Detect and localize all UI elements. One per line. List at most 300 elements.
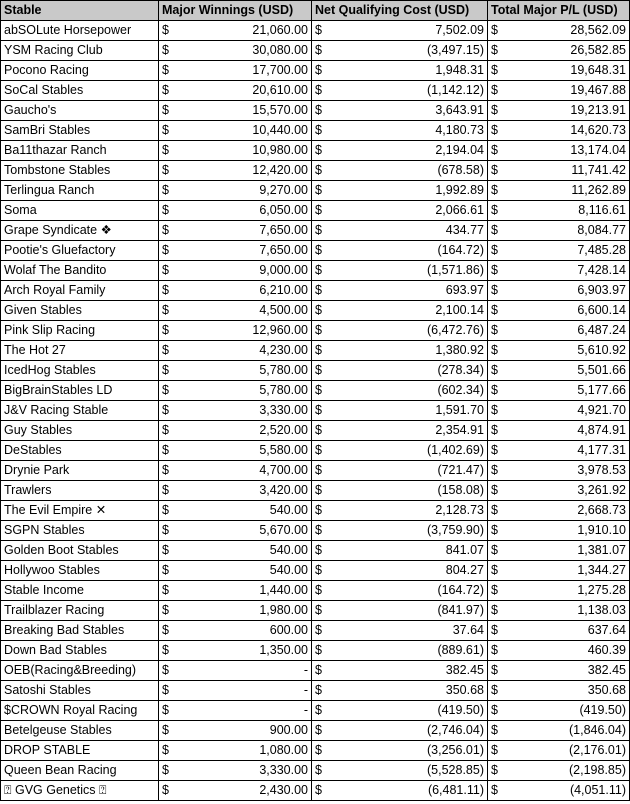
pl-cell[interactable] — [488, 261, 630, 281]
winnings-cell[interactable] — [159, 141, 312, 161]
winnings-amount: 3,420.00 — [259, 483, 308, 497]
winnings-cell[interactable] — [159, 301, 312, 321]
header-cost[interactable]: Net Qualifying Cost (USD) — [312, 1, 488, 21]
pl-cell[interactable] — [488, 441, 630, 461]
pl-cell[interactable] — [488, 41, 630, 61]
winnings-cell[interactable] — [159, 121, 312, 141]
winnings-cell[interactable] — [159, 741, 312, 761]
stable-name-cell[interactable]: Betelgeuse Stables — [1, 721, 159, 741]
winnings-value — [162, 41, 308, 60]
cost-amount: (3,759.90) — [427, 523, 484, 537]
cost-cell[interactable] — [312, 501, 488, 521]
currency-symbol: $ — [491, 63, 498, 77]
pl-cell[interactable] — [488, 581, 630, 601]
cost-cell[interactable] — [312, 161, 488, 181]
cost-amount: (158.08) — [437, 483, 484, 497]
cost-value — [315, 121, 484, 140]
pl-amount: 6,903.97 — [577, 283, 626, 297]
winnings-cell[interactable] — [159, 181, 312, 201]
pl-cell[interactable] — [488, 61, 630, 81]
stable-name-cell[interactable]: Queen Bean Racing — [1, 761, 159, 781]
pl-cell[interactable] — [488, 421, 630, 441]
currency-symbol: $ — [491, 703, 498, 717]
table-body — [1, 21, 630, 801]
pl-value — [491, 401, 626, 420]
stable-name-cell[interactable]: ⍰ GVG Genetics ⍰ — [1, 781, 159, 801]
winnings-value — [162, 481, 308, 500]
stable-name-cell[interactable]: Wolaf The Bandito — [1, 261, 159, 281]
winnings-value — [162, 341, 308, 360]
pl-cell[interactable] — [488, 81, 630, 101]
stable-name-cell[interactable]: DROP STABLE — [1, 741, 159, 761]
table-row — [1, 561, 630, 581]
currency-symbol: $ — [491, 203, 498, 217]
winnings-cell[interactable] — [159, 101, 312, 121]
currency-symbol: $ — [491, 143, 498, 157]
pl-cell[interactable] — [488, 781, 630, 801]
currency-symbol: $ — [491, 23, 498, 37]
cost-amount: (5,528.85) — [427, 763, 484, 777]
cost-cell[interactable] — [312, 221, 488, 241]
pl-cell[interactable] — [488, 741, 630, 761]
pl-cell[interactable] — [488, 281, 630, 301]
cost-amount: 3,643.91 — [435, 103, 484, 117]
winnings-cell[interactable] — [159, 701, 312, 721]
table-row — [1, 281, 630, 301]
currency-symbol: $ — [315, 523, 322, 537]
currency-symbol: $ — [315, 763, 322, 777]
pl-cell[interactable] — [488, 681, 630, 701]
pl-cell[interactable] — [488, 501, 630, 521]
cost-cell[interactable] — [312, 541, 488, 561]
winnings-cell[interactable] — [159, 721, 312, 741]
stable-name-cell[interactable]: Trailblazer Racing — [1, 601, 159, 621]
cost-value — [315, 421, 484, 440]
table-row — [1, 141, 630, 161]
currency-symbol: $ — [491, 43, 498, 57]
winnings-cell[interactable] — [159, 261, 312, 281]
stable-name-cell[interactable]: Pocono Racing — [1, 61, 159, 81]
stable-name-cell[interactable]: Soma — [1, 201, 159, 221]
pl-cell[interactable] — [488, 121, 630, 141]
pl-cell[interactable] — [488, 401, 630, 421]
cost-amount: (1,142.12) — [427, 83, 484, 97]
stable-name-cell[interactable]: Hollywoo Stables — [1, 561, 159, 581]
stable-name-cell[interactable]: Drynie Park — [1, 461, 159, 481]
stable-name-cell[interactable]: OEB(Racing&Breeding) — [1, 661, 159, 681]
pl-value — [491, 61, 626, 80]
cost-cell[interactable] — [312, 361, 488, 381]
winnings-cell[interactable] — [159, 681, 312, 701]
cost-cell[interactable] — [312, 301, 488, 321]
pl-value — [491, 241, 626, 260]
currency-symbol: $ — [315, 363, 322, 377]
winnings-amount: 900.00 — [269, 723, 308, 737]
cost-value — [315, 761, 484, 780]
pl-cell[interactable] — [488, 661, 630, 681]
currency-symbol: $ — [162, 303, 169, 317]
cost-value — [315, 621, 484, 640]
currency-symbol: $ — [491, 503, 498, 517]
winnings-cell[interactable] — [159, 441, 312, 461]
cost-cell[interactable] — [312, 241, 488, 261]
currency-symbol: $ — [491, 363, 498, 377]
winnings-amount: 4,230.00 — [259, 343, 308, 357]
cost-cell[interactable] — [312, 681, 488, 701]
cost-amount: 2,128.73 — [435, 503, 484, 517]
table-row — [1, 781, 630, 801]
cost-amount: 2,066.61 — [435, 203, 484, 217]
stable-name-cell[interactable]: Ba11thazar Ranch — [1, 141, 159, 161]
currency-symbol: $ — [491, 683, 498, 697]
stable-name-cell[interactable]: Down Bad Stables — [1, 641, 159, 661]
winnings-cell[interactable] — [159, 601, 312, 621]
cost-cell[interactable] — [312, 721, 488, 741]
pl-amount: 7,428.14 — [577, 263, 626, 277]
cost-amount: (278.34) — [437, 363, 484, 377]
cost-cell[interactable] — [312, 581, 488, 601]
pl-amount: 28,562.09 — [570, 23, 626, 37]
stable-name-cell[interactable]: abSOLute Horsepower — [1, 21, 159, 41]
winnings-value — [162, 381, 308, 400]
pl-value — [491, 761, 626, 780]
cost-value — [315, 501, 484, 520]
cost-cell[interactable] — [312, 521, 488, 541]
pl-value — [491, 461, 626, 480]
winnings-amount: 7,650.00 — [259, 243, 308, 257]
winnings-value — [162, 81, 308, 100]
pl-cell[interactable] — [488, 221, 630, 241]
stable-name-cell[interactable]: Breaking Bad Stables — [1, 621, 159, 641]
winnings-cell[interactable] — [159, 61, 312, 81]
winnings-cell[interactable] — [159, 361, 312, 381]
currency-symbol: $ — [315, 23, 322, 37]
currency-symbol: $ — [315, 423, 322, 437]
cost-value — [315, 321, 484, 340]
stable-name-cell[interactable]: $CROWN Royal Racing — [1, 701, 159, 721]
stable-name-cell[interactable]: Terlingua Ranch — [1, 181, 159, 201]
stable-name-cell[interactable]: Pink Slip Racing — [1, 321, 159, 341]
cost-cell[interactable] — [312, 101, 488, 121]
pl-value — [491, 701, 626, 720]
currency-symbol: $ — [491, 463, 498, 477]
table-row — [1, 21, 630, 41]
currency-symbol: $ — [315, 43, 322, 57]
winnings-cell[interactable] — [159, 661, 312, 681]
cost-cell[interactable] — [312, 41, 488, 61]
pl-cell[interactable] — [488, 361, 630, 381]
winnings-cell[interactable] — [159, 521, 312, 541]
stable-name-cell[interactable]: Guy Stables — [1, 421, 159, 441]
cost-cell[interactable] — [312, 81, 488, 101]
pl-cell[interactable] — [488, 561, 630, 581]
currency-symbol: $ — [162, 283, 169, 297]
cost-cell[interactable] — [312, 281, 488, 301]
cost-value — [315, 41, 484, 60]
stable-name-cell[interactable]: Trawlers — [1, 481, 159, 501]
table-row — [1, 581, 630, 601]
header-row — [1, 1, 630, 21]
winnings-cell[interactable] — [159, 21, 312, 41]
winnings-cell[interactable] — [159, 561, 312, 581]
currency-symbol: $ — [162, 563, 169, 577]
currency-symbol: $ — [491, 603, 498, 617]
currency-symbol: $ — [162, 183, 169, 197]
pl-cell[interactable] — [488, 621, 630, 641]
currency-symbol: $ — [162, 543, 169, 557]
cost-cell[interactable] — [312, 141, 488, 161]
cost-cell[interactable] — [312, 621, 488, 641]
winnings-value — [162, 721, 308, 740]
winnings-cell[interactable] — [159, 41, 312, 61]
currency-symbol: $ — [162, 663, 169, 677]
cost-value — [315, 161, 484, 180]
table-row — [1, 641, 630, 661]
winnings-value — [162, 301, 308, 320]
currency-symbol: $ — [315, 463, 322, 477]
pl-cell[interactable] — [488, 601, 630, 621]
pl-cell[interactable] — [488, 521, 630, 541]
cost-cell[interactable] — [312, 201, 488, 221]
winnings-amount: 10,440.00 — [252, 123, 308, 137]
pl-amount: 14,620.73 — [570, 123, 626, 137]
table-row — [1, 341, 630, 361]
pl-amount: (2,198.85) — [569, 763, 626, 777]
pl-cell[interactable] — [488, 481, 630, 501]
pl-cell[interactable] — [488, 101, 630, 121]
currency-symbol: $ — [491, 263, 498, 277]
pl-value — [491, 641, 626, 660]
stable-name-cell[interactable]: Grape Syndicate ❖ — [1, 221, 159, 241]
cost-cell[interactable] — [312, 481, 488, 501]
stable-name-cell[interactable]: The Hot 27 — [1, 341, 159, 361]
currency-symbol: $ — [315, 123, 322, 137]
currency-symbol: $ — [162, 103, 169, 117]
winnings-amount: 10,980.00 — [252, 143, 308, 157]
stable-name-cell[interactable]: IcedHog Stables — [1, 361, 159, 381]
winnings-cell[interactable] — [159, 281, 312, 301]
pl-value — [491, 441, 626, 460]
winnings-cell[interactable] — [159, 581, 312, 601]
table-row — [1, 441, 630, 461]
winnings-cell[interactable] — [159, 481, 312, 501]
stable-name-cell[interactable]: Stable Income — [1, 581, 159, 601]
winnings-amount: - — [303, 703, 308, 717]
pl-cell[interactable] — [488, 21, 630, 41]
cost-cell[interactable] — [312, 561, 488, 581]
pl-cell[interactable] — [488, 341, 630, 361]
winnings-value — [162, 361, 308, 380]
header-winnings[interactable]: Major Winnings (USD) — [159, 1, 312, 21]
winnings-cell[interactable] — [159, 241, 312, 261]
cost-amount: 7,502.09 — [435, 23, 484, 37]
cost-cell[interactable] — [312, 441, 488, 461]
stable-name-cell[interactable]: Tombstone Stables — [1, 161, 159, 181]
cost-cell[interactable] — [312, 401, 488, 421]
winnings-amount: - — [303, 683, 308, 697]
cost-cell[interactable] — [312, 601, 488, 621]
currency-symbol: $ — [315, 583, 322, 597]
table-row — [1, 301, 630, 321]
cost-amount: (841.97) — [437, 603, 484, 617]
stable-name-cell[interactable]: YSM Racing Club — [1, 41, 159, 61]
pl-cell[interactable] — [488, 201, 630, 221]
header-pl[interactable]: Total Major P/L (USD) — [488, 1, 630, 21]
cost-value — [315, 241, 484, 260]
stable-name-cell[interactable]: J&V Racing Stable — [1, 401, 159, 421]
header-stable[interactable]: Stable — [1, 1, 159, 21]
currency-symbol: $ — [315, 723, 322, 737]
cost-cell[interactable] — [312, 421, 488, 441]
pl-amount: 4,177.31 — [577, 443, 626, 457]
pl-amount: 19,213.91 — [570, 103, 626, 117]
pl-value — [491, 721, 626, 740]
cost-amount: 2,194.04 — [435, 143, 484, 157]
currency-symbol: $ — [315, 203, 322, 217]
stable-name-cell[interactable]: SoCal Stables — [1, 81, 159, 101]
winnings-value — [162, 21, 308, 40]
cost-cell[interactable] — [312, 741, 488, 761]
stable-name-cell[interactable]: Golden Boot Stables — [1, 541, 159, 561]
cost-amount: 2,354.91 — [435, 423, 484, 437]
pl-value — [491, 201, 626, 220]
cost-amount: 804.27 — [445, 563, 484, 577]
pl-value — [491, 161, 626, 180]
winnings-cell[interactable] — [159, 201, 312, 221]
winnings-cell[interactable] — [159, 761, 312, 781]
winnings-cell[interactable] — [159, 621, 312, 641]
pl-cell[interactable] — [488, 161, 630, 181]
stable-name-cell[interactable]: The Evil Empire ✕ — [1, 501, 159, 521]
pl-cell[interactable] — [488, 761, 630, 781]
winnings-cell[interactable] — [159, 81, 312, 101]
winnings-value — [162, 221, 308, 240]
pl-cell[interactable] — [488, 701, 630, 721]
currency-symbol: $ — [162, 83, 169, 97]
winnings-cell[interactable] — [159, 161, 312, 181]
pl-cell[interactable] — [488, 301, 630, 321]
cost-value — [315, 341, 484, 360]
pl-cell[interactable] — [488, 541, 630, 561]
cost-amount: (419.50) — [437, 703, 484, 717]
cost-cell[interactable] — [312, 341, 488, 361]
winnings-value — [162, 461, 308, 480]
cost-amount: 434.77 — [445, 223, 484, 237]
cost-value — [315, 681, 484, 700]
currency-symbol: $ — [491, 783, 498, 797]
pl-cell[interactable] — [488, 321, 630, 341]
pl-value — [491, 121, 626, 140]
currency-symbol: $ — [162, 263, 169, 277]
cost-cell[interactable] — [312, 641, 488, 661]
pl-value — [491, 381, 626, 400]
currency-symbol: $ — [162, 463, 169, 477]
winnings-cell[interactable] — [159, 341, 312, 361]
winnings-amount: 540.00 — [269, 543, 308, 557]
stable-name-cell[interactable]: Gaucho's — [1, 101, 159, 121]
currency-symbol: $ — [162, 743, 169, 757]
winnings-cell[interactable] — [159, 781, 312, 801]
cost-value — [315, 741, 484, 760]
winnings-amount: 540.00 — [269, 563, 308, 577]
stable-name-cell[interactable]: SamBri Stables — [1, 121, 159, 141]
pl-amount: 8,116.61 — [578, 203, 626, 217]
cost-cell[interactable] — [312, 381, 488, 401]
stable-name-cell[interactable]: Satoshi Stables — [1, 681, 159, 701]
table-row — [1, 221, 630, 241]
winnings-value — [162, 261, 308, 280]
winnings-cell[interactable] — [159, 381, 312, 401]
cost-cell[interactable] — [312, 661, 488, 681]
cost-value — [315, 281, 484, 300]
stable-name-cell[interactable]: DeStables — [1, 441, 159, 461]
currency-symbol: $ — [315, 543, 322, 557]
stable-name-cell[interactable]: Given Stables — [1, 301, 159, 321]
winnings-cell[interactable] — [159, 641, 312, 661]
cost-cell[interactable] — [312, 761, 488, 781]
pl-value — [491, 321, 626, 340]
pl-cell[interactable] — [488, 641, 630, 661]
winnings-cell[interactable] — [159, 461, 312, 481]
winnings-cell[interactable] — [159, 321, 312, 341]
cost-cell[interactable] — [312, 61, 488, 81]
winnings-cell[interactable] — [159, 501, 312, 521]
pl-cell[interactable] — [488, 181, 630, 201]
winnings-cell[interactable] — [159, 541, 312, 561]
cost-cell[interactable] — [312, 181, 488, 201]
pl-value — [491, 21, 626, 40]
winnings-cell[interactable] — [159, 221, 312, 241]
pl-cell[interactable] — [488, 381, 630, 401]
cost-cell[interactable] — [312, 321, 488, 341]
cost-cell[interactable] — [312, 261, 488, 281]
stable-name-cell[interactable]: BigBrainStables LD — [1, 381, 159, 401]
cost-cell[interactable] — [312, 781, 488, 801]
currency-symbol: $ — [491, 103, 498, 117]
winnings-cell[interactable] — [159, 401, 312, 421]
cost-cell[interactable] — [312, 701, 488, 721]
cost-value — [315, 641, 484, 660]
table-row — [1, 761, 630, 781]
stable-name-cell[interactable]: SGPN Stables — [1, 521, 159, 541]
cost-value — [315, 101, 484, 120]
cost-amount: 693.97 — [445, 283, 484, 297]
cost-value — [315, 381, 484, 400]
cost-amount: 841.07 — [445, 543, 484, 557]
cost-cell[interactable] — [312, 121, 488, 141]
cost-amount: 2,100.14 — [435, 303, 484, 317]
pl-cell[interactable] — [488, 721, 630, 741]
winnings-value — [162, 781, 308, 800]
currency-symbol: $ — [491, 743, 498, 757]
stable-name-cell[interactable]: Pootie's Gluefactory — [1, 241, 159, 261]
cost-cell[interactable] — [312, 461, 488, 481]
currency-symbol: $ — [315, 683, 322, 697]
cost-value — [315, 541, 484, 560]
cost-cell[interactable] — [312, 21, 488, 41]
pl-amount: 13,174.04 — [570, 143, 626, 157]
currency-symbol: $ — [315, 63, 322, 77]
winnings-cell[interactable] — [159, 421, 312, 441]
pl-amount: 2,668.73 — [577, 503, 626, 517]
stable-name-cell[interactable]: Arch Royal Family — [1, 281, 159, 301]
table-row — [1, 181, 630, 201]
pl-cell[interactable] — [488, 241, 630, 261]
pl-cell[interactable] — [488, 141, 630, 161]
cost-amount: 37.64 — [452, 623, 484, 637]
winnings-amount: 540.00 — [269, 503, 308, 517]
pl-cell[interactable] — [488, 461, 630, 481]
